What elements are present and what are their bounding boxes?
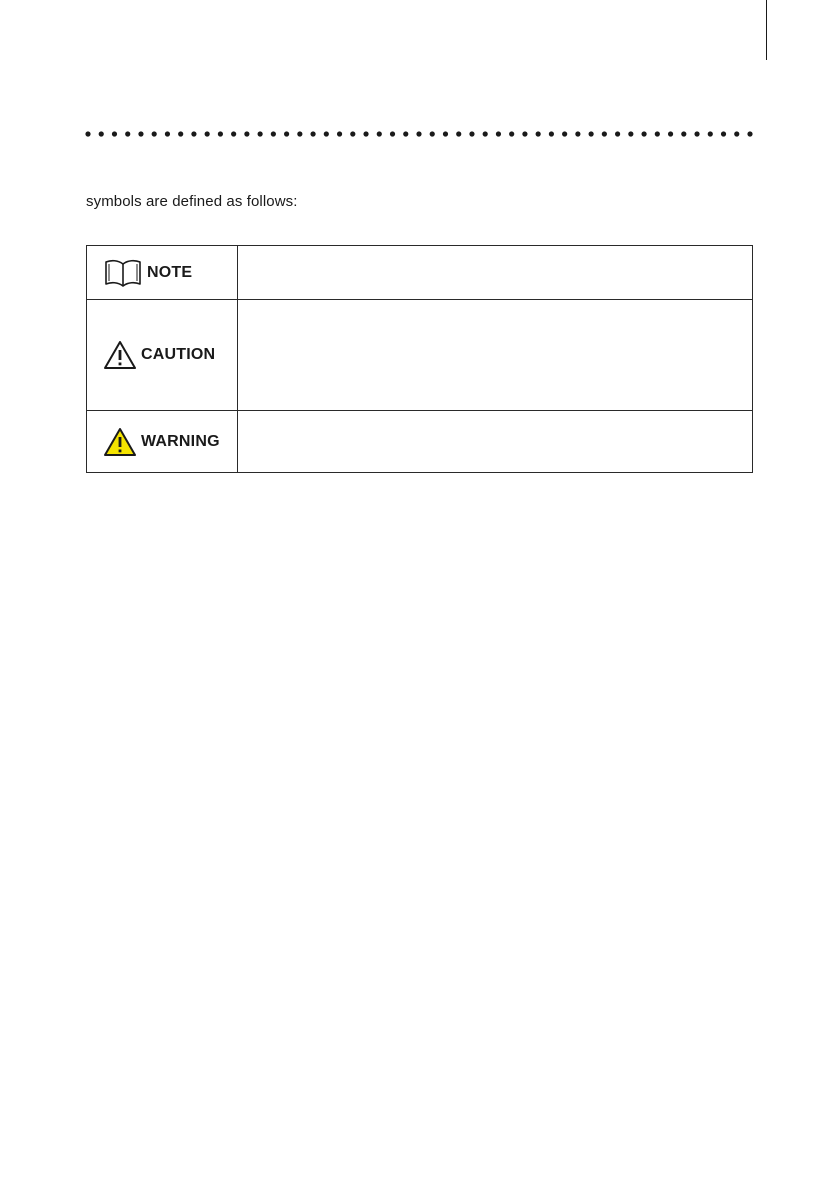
- divider-dot: [602, 131, 607, 136]
- caution-label: CAUTION: [141, 346, 216, 363]
- divider-dot: [483, 131, 488, 136]
- intro-text: symbols are defined as follows:: [86, 193, 298, 210]
- divider-dot: [549, 131, 554, 136]
- divider-dot: [469, 131, 474, 136]
- caution-symbol: [87, 340, 237, 370]
- divider-dot: [641, 131, 646, 136]
- table-row-note: [87, 246, 753, 300]
- divider-dot: [337, 131, 342, 136]
- divider-dot: [509, 131, 514, 136]
- divider-dot: [297, 131, 302, 136]
- divider-dot: [456, 131, 461, 136]
- divider-dot: [734, 131, 739, 136]
- note-description: [237, 246, 752, 300]
- divider-dot: [191, 131, 196, 136]
- open-book-icon: [103, 257, 143, 289]
- divider-dot: [99, 131, 104, 136]
- divider-dot: [430, 131, 435, 136]
- divider-dot: [615, 131, 620, 136]
- divider-dot: [152, 131, 157, 136]
- warning-triangle-icon: [103, 427, 137, 457]
- warning-description: [237, 411, 752, 473]
- divider-dot: [522, 131, 527, 136]
- symbol-cell-note: [87, 246, 238, 300]
- divider-dot: [747, 131, 752, 136]
- divider-dot: [390, 131, 395, 136]
- divider-dot: [681, 131, 686, 136]
- divider-dot: [231, 131, 236, 136]
- page-edge-rule: [766, 0, 767, 60]
- table-row-caution: [87, 300, 753, 411]
- divider-dot: [496, 131, 501, 136]
- divider-dot: [350, 131, 355, 136]
- divider-dot: [721, 131, 726, 136]
- divider-dot: [403, 131, 408, 136]
- table-row-warning: [87, 411, 753, 473]
- divider-dot: [271, 131, 276, 136]
- caution-triangle-icon: [103, 340, 137, 370]
- divider-dot: [218, 131, 223, 136]
- symbol-cell-caution: [87, 300, 238, 411]
- divider-dot: [165, 131, 170, 136]
- divider-dot: [628, 131, 633, 136]
- divider-dot: [668, 131, 673, 136]
- divider-dot: [85, 131, 90, 136]
- divider-dot: [363, 131, 368, 136]
- note-symbol: [87, 257, 237, 289]
- divider-dot: [284, 131, 289, 136]
- divider-dot: [416, 131, 421, 136]
- divider-dot: [536, 131, 541, 136]
- divider-dot: [443, 131, 448, 136]
- divider-dot: [655, 131, 660, 136]
- symbol-cell-warning: [87, 411, 238, 473]
- divider-dot: [562, 131, 567, 136]
- symbol-definition-table: [86, 245, 753, 473]
- divider-dot: [258, 131, 263, 136]
- note-label: NOTE: [147, 263, 193, 281]
- divider-dot: [324, 131, 329, 136]
- divider-dot: [589, 131, 594, 136]
- divider-dot: [178, 131, 183, 136]
- divider-dot: [125, 131, 130, 136]
- divider-dot: [575, 131, 580, 136]
- divider-dot: [112, 131, 117, 136]
- caution-description: [237, 300, 752, 411]
- divider-dot: [310, 131, 315, 136]
- divider-dot: [244, 131, 249, 136]
- dotted-divider: [84, 130, 754, 138]
- divider-dot: [138, 131, 143, 136]
- divider-dot: [708, 131, 713, 136]
- warning-label: WARNING: [141, 432, 220, 450]
- warning-symbol: [87, 427, 237, 457]
- divider-dot: [694, 131, 699, 136]
- divider-dot: [377, 131, 382, 136]
- divider-dot: [205, 131, 210, 136]
